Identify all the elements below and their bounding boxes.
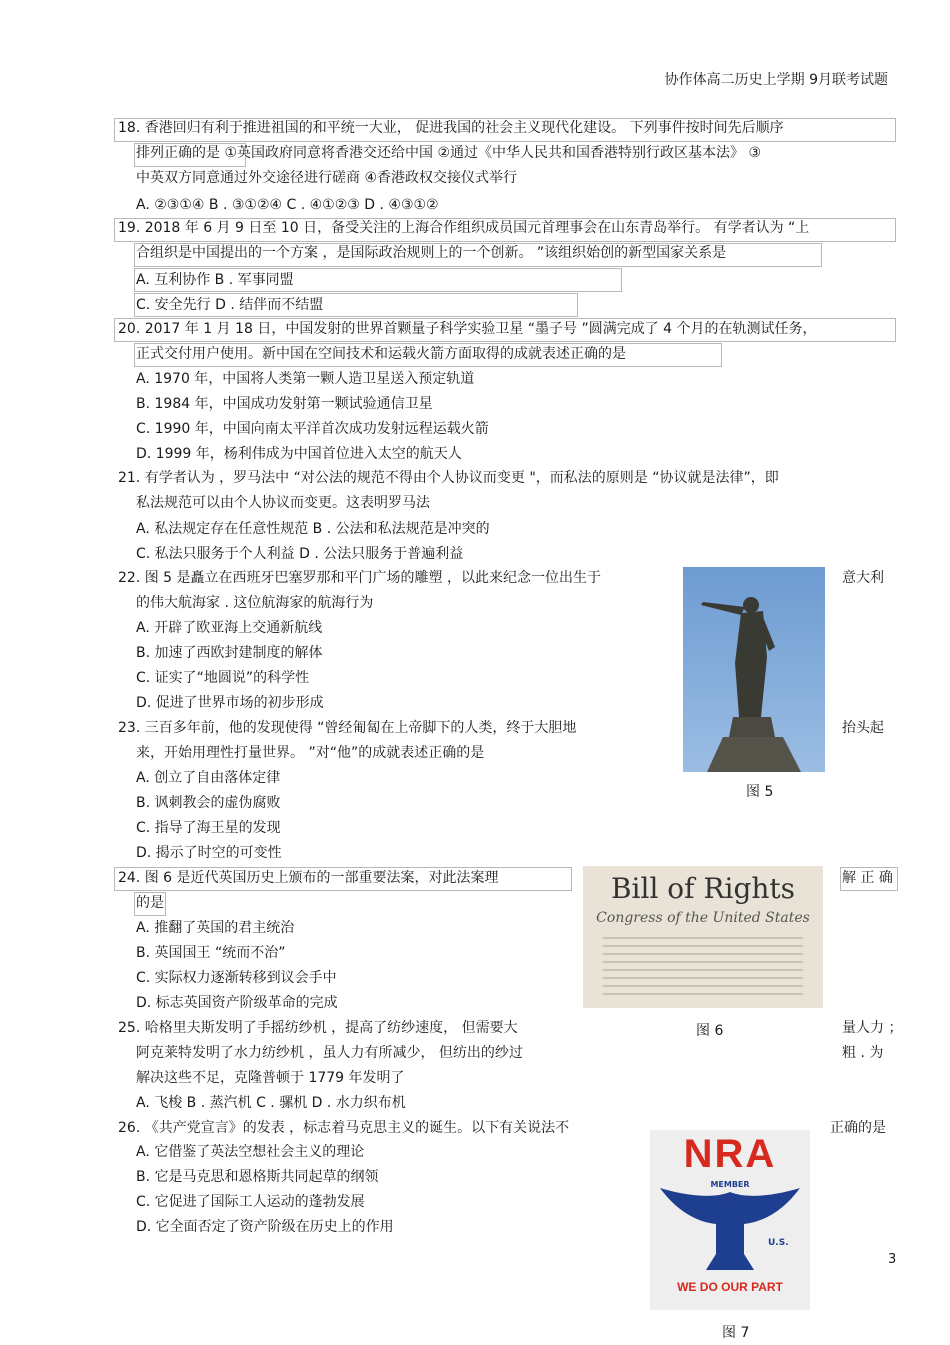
document-subtitle: Congress of the United States [596, 910, 810, 926]
text-line: A. 它借鉴了英法空想社会主义的理论 [136, 1144, 365, 1160]
text-line: B. 它是马克思和恩格斯共同起草的纲领 [136, 1169, 379, 1185]
text-line: B. 1984 年，中国成功发射第一颗试验通信卫星 [136, 396, 433, 412]
poster-title: NRA [683, 1132, 777, 1176]
text-line: 正式交付用户使用。新中国在空间技术和运载火箭方面取得的成就表述正确的是 [136, 346, 626, 362]
text-line: 21. 有学者认为 ，罗马法中 “对公法的规范不得由个人协议而变更 "，而私法的原则是 “协议就是法律”，即 [118, 470, 779, 486]
text-line: B. 加速了西欧封建制度的解体 [136, 645, 323, 661]
page-header: 协作体高二历史上学期 9月联考试题 [664, 72, 888, 88]
figure-6-caption: 图 6 [696, 1023, 724, 1039]
text-line: C. 私法只服务于个人利益 D . 公法只服务于普遍利益 [136, 546, 464, 562]
text-line: A. ②③①④ B . ③①②④ C . ④①②③ D . ④③①② [136, 197, 439, 213]
text-line: 粗 . 为 [842, 1045, 884, 1061]
text-line: 20. 2017 年 1 月 18 日，中国发射的世界首颗量子科学实验卫星 “墨子号 ”圆满完成了 4 个月的在轨测试任务， [118, 321, 817, 337]
text-line: B. 英国国王 “统而不治” [136, 945, 286, 961]
text-line: 解 正 确 [842, 870, 893, 886]
text-line: C. 实际权力逐渐转移到议会手中 [136, 970, 337, 986]
figure-7-nra-poster [650, 1130, 810, 1310]
text-line: A. 私法规定存在任意性规范 B . 公法和私法规范是冲突的 [136, 521, 490, 537]
text-line: 25. 哈格里夫斯发明了手摇纺纱机 ，提高了纺纱速度， 但需要大 [118, 1020, 518, 1036]
text-line: 的是 [136, 895, 164, 911]
text-line: 24. 图 6 是近代英国历史上颁布的一部重要法案，对此法案理 [118, 870, 499, 886]
text-line: 来，开始用理性打量世界。 ”对“他”的成就表述正确的是 [136, 745, 485, 761]
text-line: A. 开辟了欧亚海上交通新航线 [136, 620, 323, 636]
text-line: 的伟大航海家 . 这位航海家的航海行为 [136, 595, 374, 611]
text-line: 抬头起 [842, 720, 884, 736]
text-line: 阿克莱特发明了水力纺纱机 ，虽人力有所减少， 但纺出的纱过 [136, 1045, 523, 1061]
figure-7-caption: 图 7 [722, 1325, 750, 1341]
text-line: 合组织是中国提出的一个方案 ，是国际政治规则上的一个创新。 ”该组织始创的新型国家关系是 [136, 245, 727, 261]
figure-5-caption: 图 5 [746, 784, 774, 800]
text-line: D. 揭示了时空的可变性 [136, 845, 282, 861]
document-title: Bill of Rights [610, 872, 796, 905]
page-number: 3 [888, 1252, 897, 1267]
text-line: A. 推翻了英国的君主统治 [136, 920, 295, 936]
text-line: C. 安全先行 D . 结伴而不结盟 [136, 297, 324, 313]
text-line: B. 讽刺教会的虚伪腐败 [136, 795, 281, 811]
text-line: 解决这些不足，克隆普顿于 1779 年发明了 [136, 1070, 405, 1086]
text-line: D. 标志英国资产阶级革命的完成 [136, 995, 338, 1011]
text-line: C. 指导了海王星的发现 [136, 820, 281, 836]
text-line: 意大利 [842, 570, 884, 586]
text-line: 19. 2018 年 6 月 9 日至 10 日，备受关注的上海合作组织成员国元首理事会在山东青岛举行。 有学者认为 “上 [118, 220, 810, 236]
text-line: 量人力 ； [842, 1020, 903, 1036]
text-line: 正确的是 [830, 1120, 886, 1136]
text-line: C. 证实了“地圆说”的科学性 [136, 670, 310, 686]
text-line: C. 它促进了国际工人运动的蓬勃发展 [136, 1194, 365, 1210]
text-line: D. 它全面否定了资产阶级在历史上的作用 [136, 1219, 394, 1235]
text-line: 22. 图 5 是矗立在西班牙巴塞罗那和平门广场的雕塑 ，以此来纪念一位出生于 [118, 570, 601, 586]
text-line: D. 1999 年，杨利伟成为中国首位进入太空的航天人 [136, 446, 462, 462]
text-line: 26. 《共产党宣言》的发表 ，标志着马克思主义的诞生。以下有关说法不 [118, 1120, 570, 1136]
poster-slogan: WE DO OUR PART [677, 1280, 783, 1294]
poster-us-label: U.S. [768, 1238, 789, 1248]
text-line: A. 创立了自由落体定律 [136, 770, 281, 786]
text-line: A. 互利协作 B . 军事同盟 [136, 272, 294, 288]
figure-5-statue-photo [683, 567, 825, 772]
poster-member-label: MEMBER [710, 1180, 750, 1189]
text-line: A. 飞梭 B . 蒸汽机 C . 骡机 D . 水力织布机 [136, 1095, 406, 1111]
text-line: A. 1970 年，中国将人类第一颗人造卫星送入预定轨道 [136, 371, 475, 387]
text-line: D. 促进了世界市场的初步形成 [136, 695, 324, 711]
text-line: 中英双方同意通过外交途径进行磋商 ④香港政权交接仪式举行 [136, 170, 517, 186]
text-line: 排列正确的是 ①英国政府同意将香港交还给中国 ②通过《中华人民共和国香港特别行政区基本法》 ③ [136, 145, 762, 161]
figure-6-bill-of-rights [583, 866, 823, 1008]
text-line: C. 1990 年，中国向南太平洋首次成功发射远程运载火箭 [136, 421, 489, 437]
text-line: 23. 三百多年前，他的发现使得 “曾经匍匐在上帝脚下的人类，终于大胆地 [118, 720, 577, 736]
text-line: 私法规范可以由个人协议而变更。这表明罗马法 [136, 495, 430, 511]
text-line: 18. 香港回归有利于推进祖国的和平统一大业， 促进我国的社会主义现代化建设。 下列事件按时间先后顺序 [118, 120, 784, 136]
